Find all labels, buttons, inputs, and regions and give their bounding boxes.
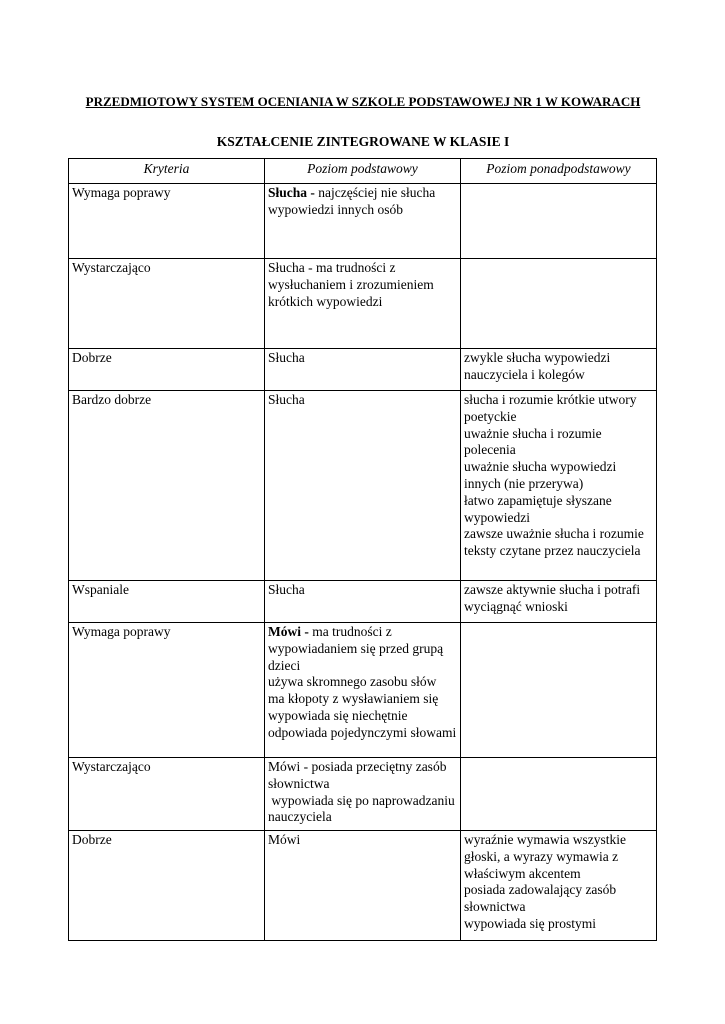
advanced-level-line: uważnie słucha i rozumie polecenia (464, 425, 602, 458)
table-row (69, 391, 657, 581)
header-advanced-level: Poziom ponadpodstawowy (461, 159, 657, 184)
basic-level-text: Słucha (268, 582, 305, 597)
advanced-level-cell (461, 184, 657, 259)
advanced-level-line: zawsze uważnie słucha i rozumie teksty czytane przez nauczyciela (464, 526, 644, 559)
basic-level-text: Słucha (268, 392, 305, 407)
advanced-level-cell (461, 391, 657, 581)
document-subtitle: KSZTAŁCENIE ZINTEGROWANE W KLASIE I (216, 134, 510, 149)
basic-level-text: Słucha - ma trudności z wysłuchaniem i zrozumieniem krótkich wypowiedzi (268, 260, 438, 309)
criterion-cell: Dobrze (69, 349, 265, 391)
advanced-level-cell (461, 623, 657, 758)
criterion-cell: Bardzo dobrze (69, 391, 265, 581)
advanced-level-cell (461, 581, 657, 623)
basic-level-text: ma kłopoty z wysławianiem się (268, 691, 439, 707)
table-row (69, 758, 657, 831)
advanced-level-cell (461, 831, 657, 941)
header-basic-level: Poziom podstawowy (265, 159, 461, 184)
basic-level-text: wypowiada się po naprowadzaniu nauczyciela (268, 792, 459, 825)
basic-level-line (268, 793, 457, 827)
table-row (69, 184, 657, 259)
basic-level-line (268, 350, 457, 367)
advanced-level-cell (461, 758, 657, 831)
table-row (69, 581, 657, 623)
advanced-level-line: uważnie słucha wypowiedzi innych (nie przerywa) (464, 459, 617, 491)
basic-level-cell (265, 391, 461, 581)
basic-level-cell (265, 623, 461, 758)
skill-lead: Słucha - (268, 185, 315, 200)
table-row (69, 831, 657, 941)
basic-level-line (268, 759, 457, 793)
basic-level-cell (265, 581, 461, 623)
table-body (69, 184, 657, 941)
basic-level-line (268, 674, 457, 691)
basic-level-cell (265, 758, 461, 831)
basic-level-cell (265, 259, 461, 349)
basic-level-text: używa skromnego zasobu słów (268, 674, 437, 690)
skill-lead: Mówi - (268, 624, 309, 639)
basic-level-text: wypowiada się niechętnie (268, 707, 408, 723)
basic-level-line (268, 832, 457, 849)
basic-level-cell (265, 184, 461, 259)
basic-level-line (268, 708, 457, 725)
grading-table (68, 158, 657, 941)
advanced-level-line: słucha i rozumie krótkie utwory poetyckie (464, 392, 637, 424)
criterion-cell: Wystarczająco (69, 758, 265, 831)
criterion-cell: Wymaga poprawy (69, 184, 265, 259)
basic-level-text: najczęściej nie słucha wypowiedzi innych osób (268, 185, 439, 217)
criterion-cell: Wymaga poprawy (69, 623, 265, 758)
advanced-level-line: zawsze aktywnie słucha i potrafi wyciągnąć wnioski (464, 582, 641, 614)
basic-level-text: ma trudności z wypowiadaniem się przed grupą dzieci (268, 624, 447, 673)
table-row (69, 349, 657, 391)
header-criteria: Kryteria (69, 159, 265, 184)
advanced-level-cell (461, 349, 657, 391)
basic-level-line (268, 260, 457, 310)
advanced-level-line: wyraźnie wymawia wszystkie głoski, a wyrazy wymawia z właściwym akcentem (464, 832, 626, 881)
basic-level-text: Mówi - posiada przeciętny zasób słownictwa (268, 759, 450, 791)
table-row (69, 623, 657, 758)
document-title: PRZEDMIOTOWY SYSTEM OCENIANIA W SZKOLE PODSTAWOWEJ NR 1 W KOWARACH (85, 94, 641, 109)
criterion-cell: Wystarczająco (69, 259, 265, 349)
basic-level-cell (265, 349, 461, 391)
basic-level-text: odpowiada pojedynczymi słowami (268, 724, 457, 740)
basic-level-line (268, 582, 457, 599)
advanced-level-cell (461, 259, 657, 349)
basic-level-cell (265, 831, 461, 941)
basic-level-line (268, 691, 457, 708)
basic-level-text: Słucha (268, 350, 305, 365)
basic-level-line (268, 725, 457, 742)
table-row (69, 259, 657, 349)
basic-level-line (268, 624, 457, 674)
criterion-cell: Wspaniale (69, 581, 265, 623)
advanced-level-line: łatwo zapamiętuje słyszane wypowiedzi (464, 492, 612, 525)
basic-level-line (268, 185, 457, 219)
table-header-row (69, 159, 657, 184)
basic-level-line (268, 392, 457, 409)
advanced-level-line: posiada zadowalający zasób słownictwa (464, 882, 617, 915)
criterion-cell: Dobrze (69, 831, 265, 941)
basic-level-text: Mówi (268, 832, 301, 847)
advanced-level-line: wypowiada się prostymi (464, 915, 596, 931)
advanced-level-line: zwykle słucha wypowiedzi nauczyciela i kolegów (464, 350, 611, 382)
